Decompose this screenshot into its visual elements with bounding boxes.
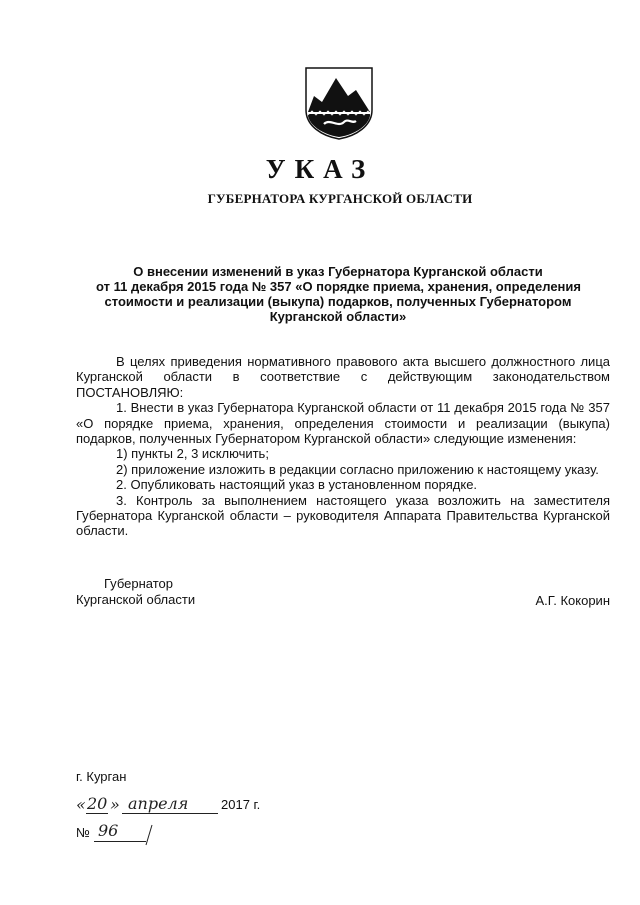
signatory-position: [76, 576, 195, 608]
issue-date: [76, 795, 316, 815]
heading-line: стоимости и реализации (выкупа) подарков, полученных Губернатором: [104, 294, 572, 309]
heading-line: О внесении изменений в указ Губернатора Курганской области: [133, 264, 543, 279]
place-of-issue: г. Курган: [76, 769, 127, 784]
date-open-quote: «: [76, 795, 86, 814]
number-value: 96: [98, 821, 119, 840]
decree-heading: [96, 264, 580, 324]
position-line: Курганской области: [76, 592, 196, 607]
item-1-subitem-1: 1) пункты 2, 3 исключить;: [116, 446, 269, 462]
decree-number: [76, 822, 196, 846]
date-close-quote: »: [110, 795, 120, 814]
heading-line: Курганской области»: [269, 309, 407, 324]
item-2-paragraph: 2. Опубликовать настоящий указ в установленном порядке.: [116, 477, 478, 493]
date-day: 20: [87, 794, 108, 813]
item-3-paragraph: 3. Контроль за выполнением настоящего указа возложить на заместителя Губернатора Курганской области – руководителя Аппарата Правительства Курганской области.: [76, 492, 610, 539]
document-title: УКАЗ: [265, 154, 375, 184]
decree-body: [76, 354, 610, 539]
number-prefix: №: [76, 825, 90, 840]
heading-line: от 11 декабря 2015 года № 357 «О порядке приема, хранения, определения: [96, 279, 581, 294]
signatory-name: А.Г. Кокорин: [535, 593, 610, 608]
decree-word: ПОСТАНОВЛЯЮ:: [76, 384, 184, 400]
position-line: Губернатор: [104, 576, 173, 591]
preamble-paragraph: В целях приведения нормативного правового акта высшего должностного лица Курганской области в соответствие с действующим законодательством: [76, 354, 610, 385]
item-1-subitem-2: 2) приложение изложить в редакции согласно приложению к настоящему указу.: [116, 461, 599, 477]
date-month: апреля: [128, 794, 189, 813]
document-subtitle: ГУБЕРНАТОРА КУРГАНСКОЙ ОБЛАСТИ: [207, 191, 473, 206]
slash-mark-icon: [142, 824, 154, 846]
item-1-paragraph: 1. Внести в указ Губернатора Курганской области от 11 декабря 2015 года № 357 «О порядке приема, хранения, определения стоимости и реализации (выкупа) подарков, полученных Губернатором Курганской области» следующие изменения:: [76, 400, 610, 447]
date-year: 2017 г.: [221, 797, 261, 812]
coat-of-arms-emblem: [304, 66, 374, 140]
